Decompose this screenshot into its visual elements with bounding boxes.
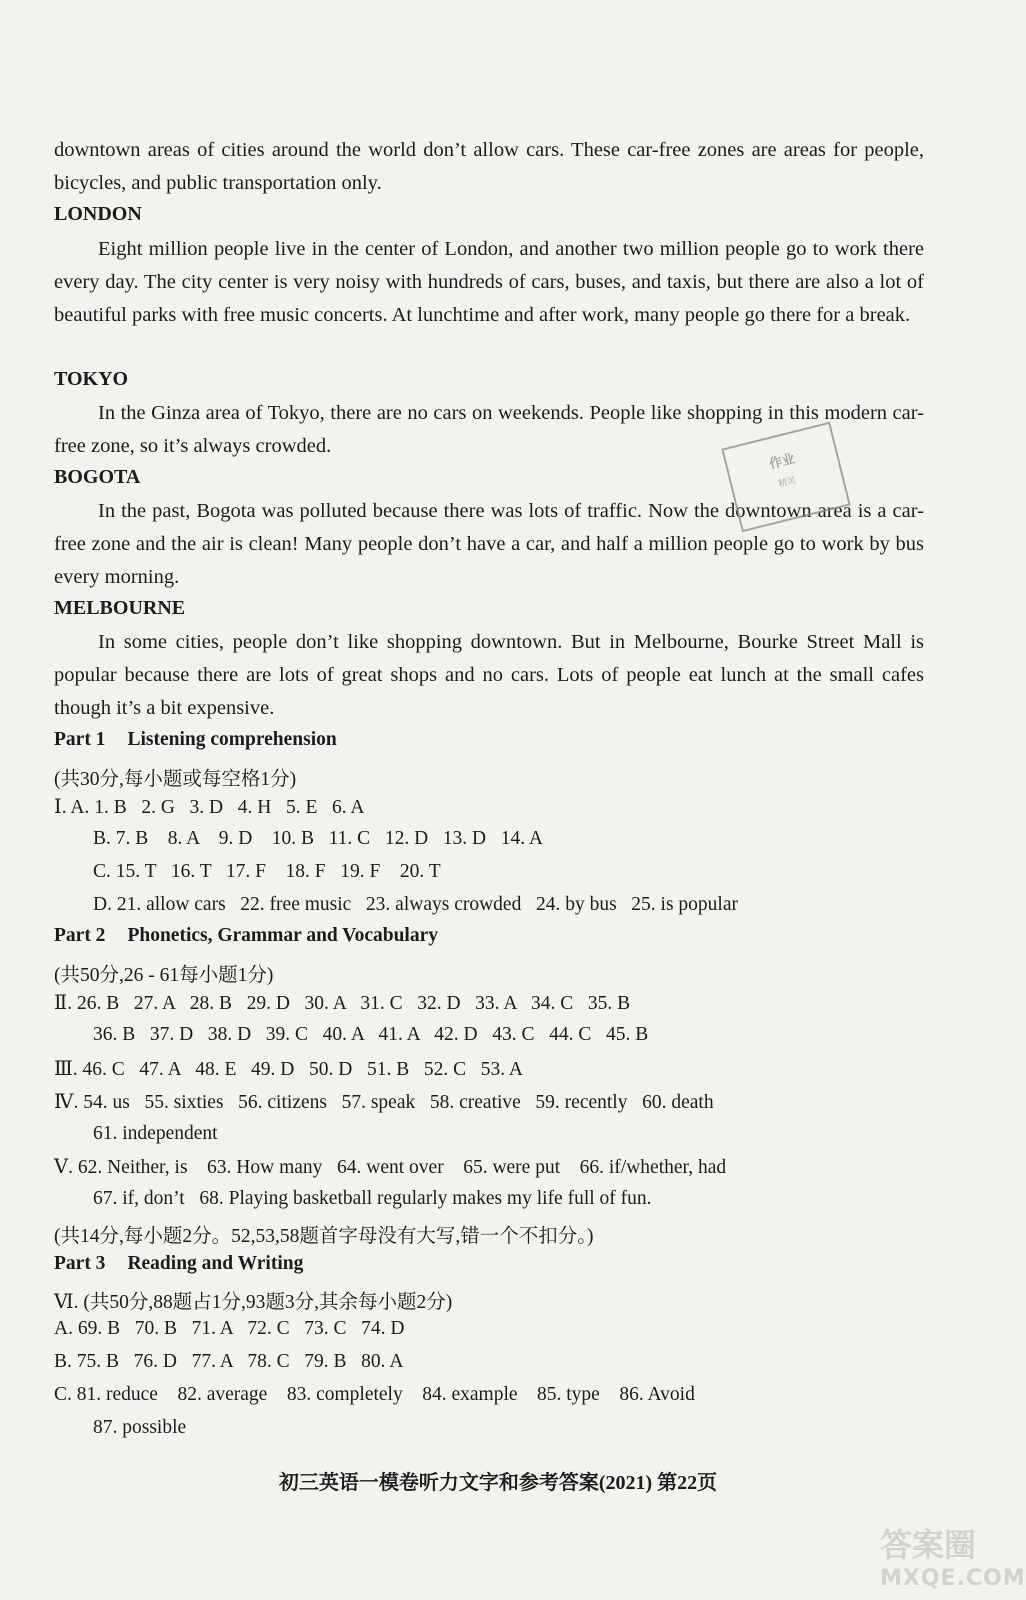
answer-line: 87. possible [93,1417,187,1438]
part1-title: Listening comprehension [127,729,337,750]
part1-heading [54,729,337,751]
london-text: Eight million people live in the center of London, and another two million people go to work there every day. The city center is very noisy with hundreds of cars, buses, and taxis, but there are also a lot of beautiful parks with free music concerts. At lunchtime and after work, many people go there for a break. [54,238,924,326]
watermark-line2: MXQE.COM [880,1566,1026,1591]
answer-line: C. 81. reduce 82. average 83. completely 84. example 85. type 86. Avoid [54,1384,695,1405]
answer-line: Ⅳ. 54. us 55. sixties 56. citizens 57. speak 58. creative 59. recently 60. death [54,1092,714,1113]
melbourne-text: In some cities, people don’t like shopping downtown. But in Melbourne, Bourke Street Mall is popular because there are lots of great shops and no cars. Lots of people eat lunch at the small cafes though it’s a bit expensive. [54,631,924,719]
intro-paragraph [54,134,924,200]
city-heading-london: LONDON [54,203,142,225]
stamp-line1: 作业 [767,450,797,472]
bogota-text: In the past, Bogota was polluted because there was lots of traffic. Now the downtown area is a car-free zone and the air is clean! Many people don’t have a car, and half a million people go to work by bus every morning. [54,500,924,588]
part2-note2: (共14分,每小题2分。52,53,58题首字母没有大写,错一个不扣分。) [54,1226,594,1247]
city-heading-bogota: BOGOTA [54,466,141,488]
part3-title: Reading and Writing [127,1253,304,1274]
answer-line: Ⅲ. 46. C 47. A 48. E 49. D 50. D 51. B 52. C 53. A [54,1059,523,1080]
intro-text: downtown areas of cities around the world don’t allow cars. These car-free zones are areas for people, bicycles, and public transportation only. [54,139,924,194]
part2-number: Part 2 [54,925,106,946]
part3-heading [54,1253,303,1275]
part2-note: (共50分,26 - 61每小题1分) [54,965,274,986]
part1-number: Part 1 [54,729,106,750]
answer-line: Ⅰ. A. 1. B 2. G 3. D 4. H 5. E 6. A [54,797,365,818]
answer-line: 36. B 37. D 38. D 39. C 40. A 41. A 42. D 43. C 44. C 45. B [93,1024,649,1045]
answer-line: 61. independent [93,1123,218,1144]
city-heading-melbourne: MELBOURNE [54,597,186,619]
page-footer: 初三英语一模卷听力文字和参考答案(2021) 第22页 [278,1472,718,1494]
melbourne-paragraph [54,626,924,725]
answer-line: Ⅱ. 26. B 27. A 28. B 29. D 30. A 31. C 32. D 33. A 34. C 35. B [54,993,631,1014]
answer-line: B. 7. B 8. A 9. D 10. B 11. C 12. D 13. D 14. A [93,828,543,849]
part3-note: Ⅵ. (共50分,88题占1分,93题3分,其余每小题2分) [54,1292,453,1313]
answer-line: B. 75. B 76. D 77. A 78. C 79. B 80. A [54,1351,404,1372]
answer-line: Ⅴ. 62. Neither, is 63. How many 64. went over 65. were put 66. if/whether, had [54,1157,727,1178]
watermark-logo [880,1520,1026,1594]
stamp-line2: 精灵 [777,474,798,489]
part3-number: Part 3 [54,1253,106,1274]
london-paragraph [54,233,924,332]
watermark-line1: 答案圈 [880,1526,977,1564]
part1-note: (共30分,每小题或每空格1分) [54,769,297,790]
answer-line: 67. if, don’t 68. Playing basketball regularly makes my life full of fun. [93,1188,652,1209]
part2-title: Phonetics, Grammar and Vocabulary [127,925,439,946]
answer-line: A. 69. B 70. B 71. A 72. C 73. C 74. D [54,1318,405,1339]
answer-line: D. 21. allow cars 22. free music 23. always crowded 24. by bus 25. is popular [93,894,738,915]
city-heading-tokyo: TOKYO [54,368,129,390]
part2-heading [54,925,438,947]
answer-line: C. 15. T 16. T 17. F 18. F 19. F 20. T [93,861,441,882]
tokyo-text: In the Ginza area of Tokyo, there are no cars on weekends. People like shopping in this modern car-free zone, so it’s always crowded. [54,402,924,457]
